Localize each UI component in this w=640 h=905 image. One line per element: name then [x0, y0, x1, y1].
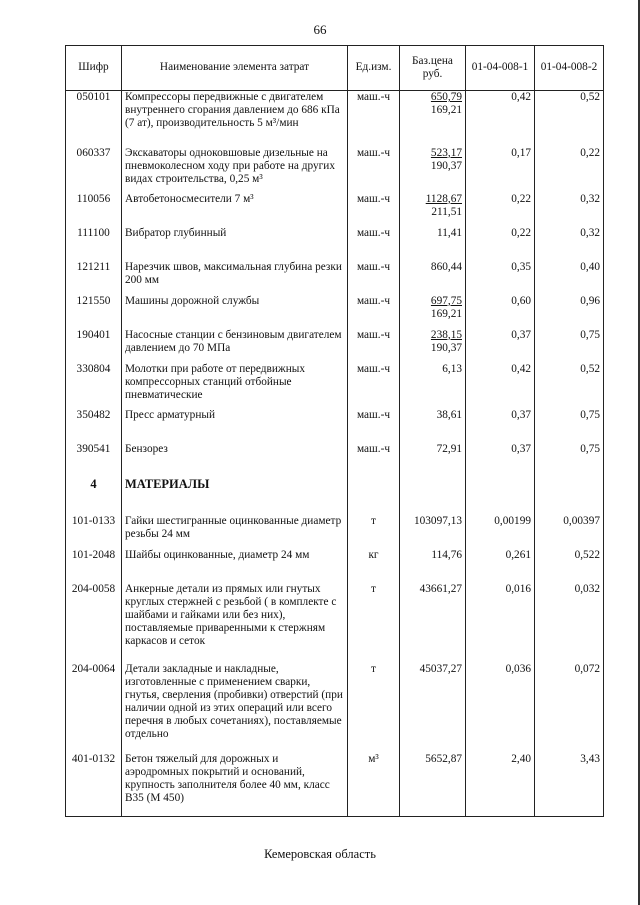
- price-top: 238,15: [430, 328, 462, 341]
- table-row: [66, 227, 604, 261]
- row-value-2: 0,52: [535, 363, 604, 409]
- price-bottom: 169,21: [430, 307, 462, 320]
- row-value-1: 0,016: [466, 583, 535, 663]
- row-value-1: 0,261: [466, 549, 535, 583]
- price-bottom: 38,61: [436, 408, 462, 421]
- row-value-2: 0,072: [535, 663, 604, 753]
- row-code: 121550: [66, 295, 122, 329]
- row-name: Машины дорожной службы: [122, 295, 348, 329]
- row-value-2: 0,52: [535, 91, 604, 147]
- table-row: [66, 147, 604, 193]
- row-unit: маш.-ч: [348, 261, 400, 295]
- row-price: [400, 295, 466, 329]
- row-unit: маш.-ч: [348, 409, 400, 443]
- row-unit: м³: [348, 753, 400, 817]
- row-value-2: 0,22: [535, 147, 604, 193]
- row-name: Нарезчик швов, максимальная глубина резки 200 мм: [122, 261, 348, 295]
- row-price: 5652,87: [400, 753, 466, 817]
- row-unit: маш.-ч: [348, 329, 400, 363]
- table-row: [66, 753, 604, 817]
- row-unit: т: [348, 583, 400, 663]
- row-value-2: 0,40: [535, 261, 604, 295]
- price-bottom: 190,37: [430, 341, 462, 354]
- table-row: [66, 549, 604, 583]
- row-code: 060337: [66, 147, 122, 193]
- row-code: 101-0133: [66, 515, 122, 549]
- table-row: [66, 329, 604, 363]
- row-price: [400, 329, 466, 363]
- row-value-1: 0,60: [466, 295, 535, 329]
- row-price: [400, 409, 466, 443]
- row-unit: т: [348, 515, 400, 549]
- row-name: Пресс арматурный: [122, 409, 348, 443]
- table-row: [66, 583, 604, 663]
- row-price: [400, 147, 466, 193]
- header-name: Наименование элемента затрат: [122, 46, 348, 91]
- row-value-2: 3,43: [535, 753, 604, 817]
- row-unit: маш.-ч: [348, 443, 400, 477]
- row-code: 121211: [66, 261, 122, 295]
- row-value-1: 0,22: [466, 193, 535, 227]
- header-unit: Ед.изм.: [348, 46, 400, 91]
- empty-cell: [348, 477, 400, 515]
- row-name: Детали закладные и накладные, изготовленные с применением сварки, гнутья, сверления (пробивки) отверстий (при наличии одной из этих операций или всего перечня в любых сочетаниях), поставляемые отдельно: [122, 663, 348, 753]
- row-unit: маш.-ч: [348, 91, 400, 147]
- row-code: 204-0064: [66, 663, 122, 753]
- header-price: Баз.цена руб.: [400, 46, 466, 91]
- row-value-2: 0,032: [535, 583, 604, 663]
- row-price: [400, 261, 466, 295]
- header-code: Шифр: [66, 46, 122, 91]
- row-code: 204-0058: [66, 583, 122, 663]
- price-top: 1128,67: [425, 192, 462, 205]
- row-value-1: 0,37: [466, 329, 535, 363]
- table-row: [66, 261, 604, 295]
- row-value-2: 0,75: [535, 329, 604, 363]
- row-value-1: 0,22: [466, 227, 535, 261]
- row-price: [400, 227, 466, 261]
- row-code: 111100: [66, 227, 122, 261]
- row-unit: т: [348, 663, 400, 753]
- row-value-1: 0,036: [466, 663, 535, 753]
- section-number: 4: [66, 477, 122, 515]
- row-unit: маш.-ч: [348, 147, 400, 193]
- table-row: [66, 663, 604, 753]
- empty-cell: [535, 477, 604, 515]
- row-unit: маш.-ч: [348, 295, 400, 329]
- row-unit: маш.-ч: [348, 363, 400, 409]
- row-name: Компрессоры передвижные с двигателем внутреннего сгорания давлением до 686 кПа (7 ат), производительность 5 м³/мин: [122, 91, 348, 147]
- row-unit: кг: [348, 549, 400, 583]
- table-row: [66, 295, 604, 329]
- row-value-1: 0,35: [466, 261, 535, 295]
- price-bottom: 211,51: [431, 205, 462, 218]
- row-value-1: 2,40: [466, 753, 535, 817]
- row-code: 101-2048: [66, 549, 122, 583]
- header-col2: 01-04-008-2: [535, 46, 604, 91]
- row-code: 050101: [66, 91, 122, 147]
- price-bottom: 6,13: [442, 362, 462, 375]
- row-name: Автобетоносмесители 7 м³: [122, 193, 348, 227]
- section-title: МАТЕРИАЛЫ: [122, 477, 348, 515]
- empty-cell: [400, 477, 466, 515]
- row-name: Вибратор глубинный: [122, 227, 348, 261]
- row-code: 110056: [66, 193, 122, 227]
- row-price: 103097,13: [400, 515, 466, 549]
- price-bottom: 72,91: [436, 442, 462, 455]
- row-name: Шайбы оцинкованные, диаметр 24 мм: [122, 549, 348, 583]
- price-bottom: 190,37: [430, 159, 462, 172]
- table-row: [66, 443, 604, 477]
- row-code: 330804: [66, 363, 122, 409]
- header-col1: 01-04-008-1: [466, 46, 535, 91]
- row-name: Гайки шестигранные оцинкованные диаметр резьбы 24 мм: [122, 515, 348, 549]
- row-code: 350482: [66, 409, 122, 443]
- row-name: Бетон тяжелый для дорожных и аэродромных покрытий и оснований, крупность заполнителя более 40 мм, класс В35 (М 450): [122, 753, 348, 817]
- table-header-row: [66, 46, 604, 91]
- row-value-1: 0,17: [466, 147, 535, 193]
- row-value-2: 0,75: [535, 409, 604, 443]
- row-value-1: 0,37: [466, 409, 535, 443]
- row-unit: маш.-ч: [348, 227, 400, 261]
- row-unit: маш.-ч: [348, 193, 400, 227]
- cost-table: [65, 45, 604, 817]
- row-name: Анкерные детали из прямых или гнутых круглых стержней с резьбой ( в комплекте с шайбами и гайками или без них), поставляемые приваренными к стержням каркасов и сеток: [122, 583, 348, 663]
- footer-region: Кемеровская область: [264, 847, 376, 861]
- section-row: [66, 477, 604, 515]
- price-top: 523,17: [430, 146, 462, 159]
- row-value-1: 0,37: [466, 443, 535, 477]
- row-code: 390541: [66, 443, 122, 477]
- row-value-2: 0,32: [535, 227, 604, 261]
- table-body: [66, 91, 604, 817]
- row-value-2: 0,32: [535, 193, 604, 227]
- row-name: Молотки при работе от передвижных компрессорных станций отбойные пневматические: [122, 363, 348, 409]
- row-value-2: 0,96: [535, 295, 604, 329]
- row-name: Насосные станции с бензиновым двигателем давлением до 70 МПа: [122, 329, 348, 363]
- row-code: 401-0132: [66, 753, 122, 817]
- price-bottom: 860,44: [430, 260, 462, 273]
- row-value-2: 0,522: [535, 549, 604, 583]
- row-value-1: 0,00199: [466, 515, 535, 549]
- row-value-2: 0,00397: [535, 515, 604, 549]
- price-top: 650,79: [430, 91, 462, 103]
- row-price: 114,76: [400, 549, 466, 583]
- page-number: 66: [313, 22, 327, 37]
- row-code: 190401: [66, 329, 122, 363]
- row-price: [400, 193, 466, 227]
- row-price: [400, 91, 466, 147]
- row-price: 45037,27: [400, 663, 466, 753]
- row-name: Экскаваторы одноковшовые дизельные на пневмоколесном ходу при работе на других видах строительства, 0,25 м³: [122, 147, 348, 193]
- price-top: 697,75: [430, 294, 462, 307]
- empty-cell: [466, 477, 535, 515]
- price-bottom: 169,21: [430, 104, 462, 117]
- table-row: [66, 363, 604, 409]
- row-name: Бензорез: [122, 443, 348, 477]
- table-row: [66, 515, 604, 549]
- row-value-1: 0,42: [466, 91, 535, 147]
- row-value-1: 0,42: [466, 363, 535, 409]
- table-row: [66, 193, 604, 227]
- row-price: 43661,27: [400, 583, 466, 663]
- row-price: [400, 363, 466, 409]
- table-row: [66, 91, 604, 147]
- price-bottom: 11,41: [437, 226, 462, 239]
- row-value-2: 0,75: [535, 443, 604, 477]
- table-row: [66, 409, 604, 443]
- row-price: [400, 443, 466, 477]
